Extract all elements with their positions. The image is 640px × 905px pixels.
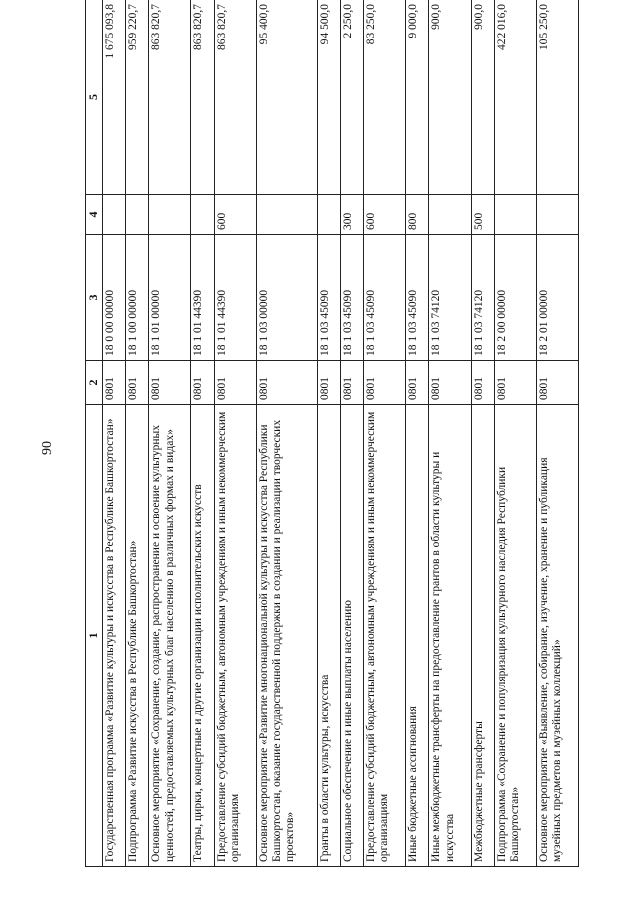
row-target-code-cell: 18 1 01 00000 (149, 235, 191, 361)
table-row (406, 0, 429, 867)
row-expense-type-cell (429, 195, 471, 235)
row-amount-cell: 863 820,7 (149, 0, 191, 195)
row-section-cell: 0801 (364, 361, 406, 405)
row-name-cell: Иные межбюджетные трансферты на предоставление грантов в области культуры и искусства (429, 405, 471, 867)
row-target-code-cell: 18 1 03 00000 (256, 235, 317, 361)
row-section-cell: 0801 (103, 361, 126, 405)
row-section-cell: 0801 (149, 361, 191, 405)
header-col-2: 2 (86, 361, 103, 405)
row-amount-cell: 105 250,0 (536, 0, 578, 195)
row-name-cell: Межбюджетные трансферты (471, 405, 494, 867)
row-expense-type-cell: 600 (364, 195, 406, 235)
budget-table-container (85, 0, 579, 867)
row-amount-cell: 83 250,0 (364, 0, 406, 195)
row-section-cell: 0801 (126, 361, 149, 405)
row-name-cell: Социальное обеспечение и иные выплаты населению (340, 405, 363, 867)
table-row (364, 0, 406, 867)
row-expense-type-cell (191, 195, 214, 235)
table-row (214, 0, 256, 867)
row-section-cell: 0801 (406, 361, 429, 405)
header-col-3: 3 (86, 235, 103, 361)
row-amount-cell: 900,0 (429, 0, 471, 195)
row-target-code-cell: 18 1 03 45090 (364, 235, 406, 361)
row-amount-cell: 94 500,0 (317, 0, 340, 195)
row-expense-type-cell (317, 195, 340, 235)
row-expense-type-cell: 300 (340, 195, 363, 235)
row-name-cell: Предоставление субсидий бюджетным, автономным учреждениям и иным некоммерческим организациям (214, 405, 256, 867)
table-row (494, 0, 536, 867)
row-section-cell: 0801 (256, 361, 317, 405)
row-amount-cell: 1 675 093,8 (103, 0, 126, 195)
row-name-cell: Подпрограмма «Развитие искусства в Республике Башкортостан» (126, 405, 149, 867)
table-row (471, 0, 494, 867)
row-target-code-cell: 18 1 03 45090 (317, 235, 340, 361)
row-name-cell: Государственная программа «Развитие культуры и искусства в Республике Башкортостан» (103, 405, 126, 867)
row-target-code-cell: 18 1 00 00000 (126, 235, 149, 361)
row-section-cell: 0801 (340, 361, 363, 405)
row-target-code-cell: 18 1 03 74120 (471, 235, 494, 361)
row-amount-cell: 900,0 (471, 0, 494, 195)
row-expense-type-cell: 500 (471, 195, 494, 235)
header-col-1: 1 (86, 405, 103, 867)
table-row (126, 0, 149, 867)
row-target-code-cell: 18 2 01 00000 (536, 235, 578, 361)
table-row (191, 0, 214, 867)
row-target-code-cell: 18 1 03 45090 (340, 235, 363, 361)
header-col-5: 5 (86, 0, 103, 195)
table-row (429, 0, 471, 867)
row-expense-type-cell (103, 195, 126, 235)
row-name-cell: Основное мероприятие «Сохранение, создание, распространение и освоение культурных ценностей, предоставляемых культурных благ населению в различных формах и видах» (149, 405, 191, 867)
row-section-cell: 0801 (191, 361, 214, 405)
table-row (149, 0, 191, 867)
table-row (536, 0, 578, 867)
page-number: 90 (40, 441, 55, 455)
row-name-cell: Гранты в области культуры, искусства (317, 405, 340, 867)
row-amount-cell: 95 400,0 (256, 0, 317, 195)
table-row (317, 0, 340, 867)
table-row (103, 0, 126, 867)
row-name-cell: Подпрограмма «Сохранение и популяризация культурного наследия Республики Башкортостан» (494, 405, 536, 867)
row-name-cell: Иные бюджетные ассигнования (406, 405, 429, 867)
row-section-cell: 0801 (214, 361, 256, 405)
row-expense-type-cell (536, 195, 578, 235)
row-name-cell: Предоставление субсидий бюджетным, автономным учреждениям и иным некоммерческим организациям (364, 405, 406, 867)
row-section-cell: 0801 (317, 361, 340, 405)
budget-table (85, 0, 579, 867)
row-name-cell: Театры, цирки, концертные и другие организации исполнительских искусств (191, 405, 214, 867)
header-col-4: 4 (86, 195, 103, 235)
row-amount-cell: 2 250,0 (340, 0, 363, 195)
row-target-code-cell: 18 1 03 45090 (406, 235, 429, 361)
row-target-code-cell: 18 1 01 44390 (214, 235, 256, 361)
row-target-code-cell: 18 2 00 00000 (494, 235, 536, 361)
row-expense-type-cell (494, 195, 536, 235)
row-expense-type-cell: 600 (214, 195, 256, 235)
row-amount-cell: 863 820,7 (214, 0, 256, 195)
row-section-cell: 0801 (494, 361, 536, 405)
row-expense-type-cell: 800 (406, 195, 429, 235)
row-target-code-cell: 18 1 03 74120 (429, 235, 471, 361)
table-row (256, 0, 317, 867)
row-section-cell: 0801 (429, 361, 471, 405)
row-amount-cell: 959 220,7 (126, 0, 149, 195)
row-name-cell: Основное мероприятие «Развитие многонациональной культуры и искусства Республики Башкортостан, оказание государственной поддержки в создании и реализации творческих проектов» (256, 405, 317, 867)
header-row (86, 0, 103, 867)
row-expense-type-cell (126, 195, 149, 235)
row-amount-cell: 422 016,0 (494, 0, 536, 195)
row-target-code-cell: 18 1 01 44390 (191, 235, 214, 361)
table-row (340, 0, 363, 867)
row-section-cell: 0801 (536, 361, 578, 405)
row-amount-cell: 9 000,0 (406, 0, 429, 195)
row-target-code-cell: 18 0 00 00000 (103, 235, 126, 361)
row-amount-cell: 863 820,7 (191, 0, 214, 195)
row-expense-type-cell (149, 195, 191, 235)
row-section-cell: 0801 (471, 361, 494, 405)
row-name-cell: Основное мероприятие «Выявление, собирание, изучение, хранение и публикация музейных предметов и музейных коллекций» (536, 405, 578, 867)
row-expense-type-cell (256, 195, 317, 235)
